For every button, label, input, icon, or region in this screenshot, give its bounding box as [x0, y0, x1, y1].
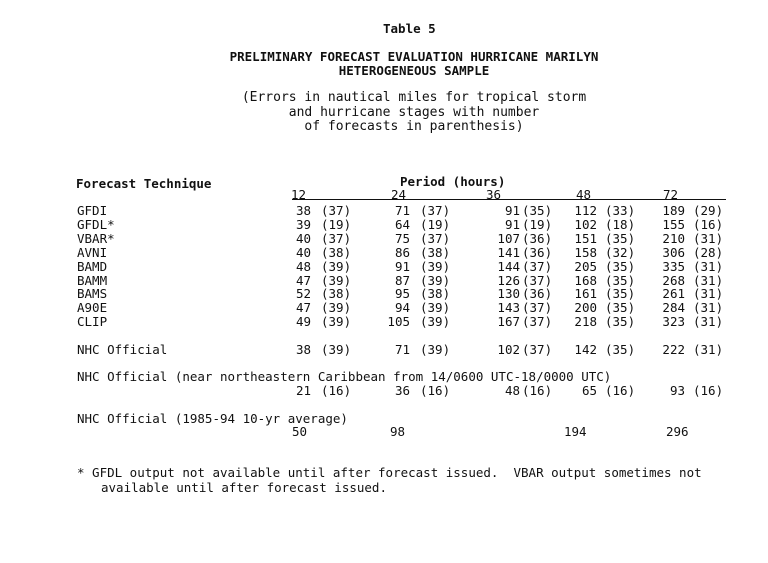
- period-label-12: 12: [291, 187, 307, 202]
- forecast-technique-header: Forecast Technique: [76, 176, 212, 191]
- footnote-line1: * GFDL output not available until after forecast issued. VBAR output sometimes not: [77, 465, 702, 480]
- error-value: 141: [497, 245, 520, 260]
- table-note-line1: (Errors in nautical miles for tropical storm: [241, 90, 587, 105]
- forecast-count: (36): [522, 245, 553, 260]
- forecast-count: (32): [605, 245, 636, 260]
- caribbean-forecast-count: (16): [605, 383, 636, 398]
- forecast-count: (36): [522, 286, 553, 301]
- error-value: 161: [574, 286, 597, 301]
- forecast-count: (16): [693, 217, 724, 232]
- forecast-count: (19): [522, 217, 553, 232]
- forecast-count: (39): [321, 314, 352, 329]
- forecast-count: (28): [693, 245, 724, 260]
- error-value: 126: [497, 273, 520, 288]
- forecast-count: (35): [605, 314, 636, 329]
- caribbean-error-value: 48: [504, 383, 520, 398]
- forecast-count: (39): [420, 300, 451, 315]
- error-value: 49: [295, 314, 311, 329]
- caribbean-label: NHC Official (near northeastern Caribbean from 14/0600 UTC-18/0000 UTC): [77, 369, 612, 384]
- forecast-count: (31): [693, 300, 724, 315]
- forecast-count: (33): [605, 203, 636, 218]
- forecast-count: (39): [321, 300, 352, 315]
- error-value: 91: [504, 203, 520, 218]
- forecast-count: (38): [420, 286, 451, 301]
- technique-name: BAMS: [77, 286, 108, 301]
- forecast-count: (35): [522, 203, 553, 218]
- forecast-count: (19): [420, 217, 451, 232]
- forecast-count: (37): [522, 273, 553, 288]
- technique-name: GFDI: [77, 203, 108, 218]
- forecast-count: (37): [321, 231, 352, 246]
- forecast-count: (37): [420, 231, 451, 246]
- error-value: 64: [394, 217, 410, 232]
- error-value: 112: [574, 203, 597, 218]
- error-value: 86: [394, 245, 410, 260]
- error-value: 155: [662, 217, 685, 232]
- technique-name: GFDL*: [77, 217, 115, 232]
- official-forecast-count: (39): [321, 342, 352, 357]
- forecast-count: (37): [522, 300, 553, 315]
- average-error-value: 98: [390, 424, 406, 439]
- period-label-36: 36: [486, 187, 502, 202]
- forecast-count: (35): [605, 259, 636, 274]
- table-note-line3: of forecasts in parenthesis): [304, 119, 524, 134]
- forecast-count: (31): [693, 314, 724, 329]
- forecast-count: (35): [605, 273, 636, 288]
- error-value: 130: [497, 286, 520, 301]
- caribbean-error-value: 21: [295, 383, 311, 398]
- error-value: 95: [394, 286, 410, 301]
- forecast-count: (35): [605, 300, 636, 315]
- caribbean-error-value: 93: [669, 383, 685, 398]
- official-error-value: 222: [662, 342, 685, 357]
- error-value: 261: [662, 286, 685, 301]
- official-error-value: 142: [574, 342, 597, 357]
- error-value: 210: [662, 231, 685, 246]
- error-value: 335: [662, 259, 685, 274]
- forecast-count: (37): [522, 259, 553, 274]
- error-value: 91: [504, 217, 520, 232]
- official-error-value: 71: [394, 342, 410, 357]
- table-label: Table 5: [383, 21, 436, 36]
- header-rule: [292, 199, 726, 200]
- technique-name: A90E: [77, 300, 108, 315]
- caribbean-forecast-count: (16): [693, 383, 724, 398]
- error-value: 323: [662, 314, 685, 329]
- forecast-count: (31): [693, 286, 724, 301]
- technique-name: VBAR*: [77, 231, 115, 246]
- forecast-count: (31): [693, 231, 724, 246]
- error-value: 268: [662, 273, 685, 288]
- error-value: 151: [574, 231, 597, 246]
- nhc-official-label: NHC Official: [77, 342, 168, 357]
- official-error-value: 102: [497, 342, 520, 357]
- forecast-count: (35): [605, 231, 636, 246]
- period-label-48: 48: [576, 187, 592, 202]
- error-value: 205: [574, 259, 597, 274]
- error-value: 218: [574, 314, 597, 329]
- period-label-72: 72: [663, 187, 679, 202]
- official-forecast-count: (35): [605, 342, 636, 357]
- error-value: 107: [497, 231, 520, 246]
- official-forecast-count: (31): [693, 342, 724, 357]
- forecast-count: (35): [605, 286, 636, 301]
- forecast-count: (19): [321, 217, 352, 232]
- forecast-count: (37): [420, 203, 451, 218]
- error-value: 39: [295, 217, 311, 232]
- forecast-count: (39): [420, 273, 451, 288]
- error-value: 284: [662, 300, 685, 315]
- error-value: 38: [295, 203, 311, 218]
- forecast-count: (39): [420, 259, 451, 274]
- forecast-count: (39): [321, 259, 352, 274]
- error-value: 47: [295, 273, 311, 288]
- technique-name: CLIP: [77, 314, 108, 329]
- error-value: 48: [295, 259, 311, 274]
- table-title-line1: PRELIMINARY FORECAST EVALUATION HURRICANE MARILYN: [229, 49, 599, 64]
- period-header: Period (hours): [400, 174, 506, 189]
- forecast-count: (36): [522, 231, 553, 246]
- error-value: 87: [394, 273, 410, 288]
- forecast-count: (39): [420, 314, 451, 329]
- average-label: NHC Official (1985-94 10-yr average): [77, 411, 348, 426]
- error-value: 158: [574, 245, 597, 260]
- caribbean-forecast-count: (16): [420, 383, 451, 398]
- forecast-count: (37): [321, 203, 352, 218]
- forecast-count: (37): [522, 314, 553, 329]
- error-value: 167: [497, 314, 520, 329]
- table-note-line2: and hurricane stages with number: [288, 105, 540, 120]
- error-value: 144: [497, 259, 520, 274]
- error-value: 40: [295, 231, 311, 246]
- error-value: 189: [662, 203, 685, 218]
- table-title-line2: HETEROGENEOUS SAMPLE: [338, 63, 490, 78]
- technique-name: BAMM: [77, 273, 108, 288]
- error-value: 168: [574, 273, 597, 288]
- forecast-count: (31): [693, 273, 724, 288]
- error-value: 75: [394, 231, 410, 246]
- average-error-value: 50: [292, 424, 308, 439]
- technique-name: AVNI: [77, 245, 108, 260]
- technique-name: BAMD: [77, 259, 108, 274]
- average-error-value: 296: [666, 424, 689, 439]
- caribbean-error-value: 36: [394, 383, 410, 398]
- forecast-count: (38): [420, 245, 451, 260]
- official-forecast-count: (39): [420, 342, 451, 357]
- error-value: 306: [662, 245, 685, 260]
- error-value: 40: [295, 245, 311, 260]
- forecast-count: (31): [693, 259, 724, 274]
- caribbean-error-value: 65: [581, 383, 597, 398]
- forecast-count: (39): [321, 273, 352, 288]
- error-value: 47: [295, 300, 311, 315]
- forecast-count: (18): [605, 217, 636, 232]
- official-error-value: 38: [295, 342, 311, 357]
- error-value: 102: [574, 217, 597, 232]
- error-value: 200: [574, 300, 597, 315]
- forecast-count: (29): [693, 203, 724, 218]
- caribbean-forecast-count: (16): [321, 383, 352, 398]
- average-error-value: 194: [564, 424, 587, 439]
- error-value: 105: [387, 314, 410, 329]
- caribbean-forecast-count: (16): [522, 383, 553, 398]
- period-label-24: 24: [391, 187, 407, 202]
- error-value: 52: [295, 286, 311, 301]
- error-value: 94: [394, 300, 410, 315]
- forecast-count: (38): [321, 286, 352, 301]
- footnote-line2: available until after forecast issued.: [101, 480, 387, 495]
- error-value: 71: [394, 203, 410, 218]
- error-value: 143: [497, 300, 520, 315]
- error-value: 91: [394, 259, 410, 274]
- official-forecast-count: (37): [522, 342, 553, 357]
- forecast-count: (38): [321, 245, 352, 260]
